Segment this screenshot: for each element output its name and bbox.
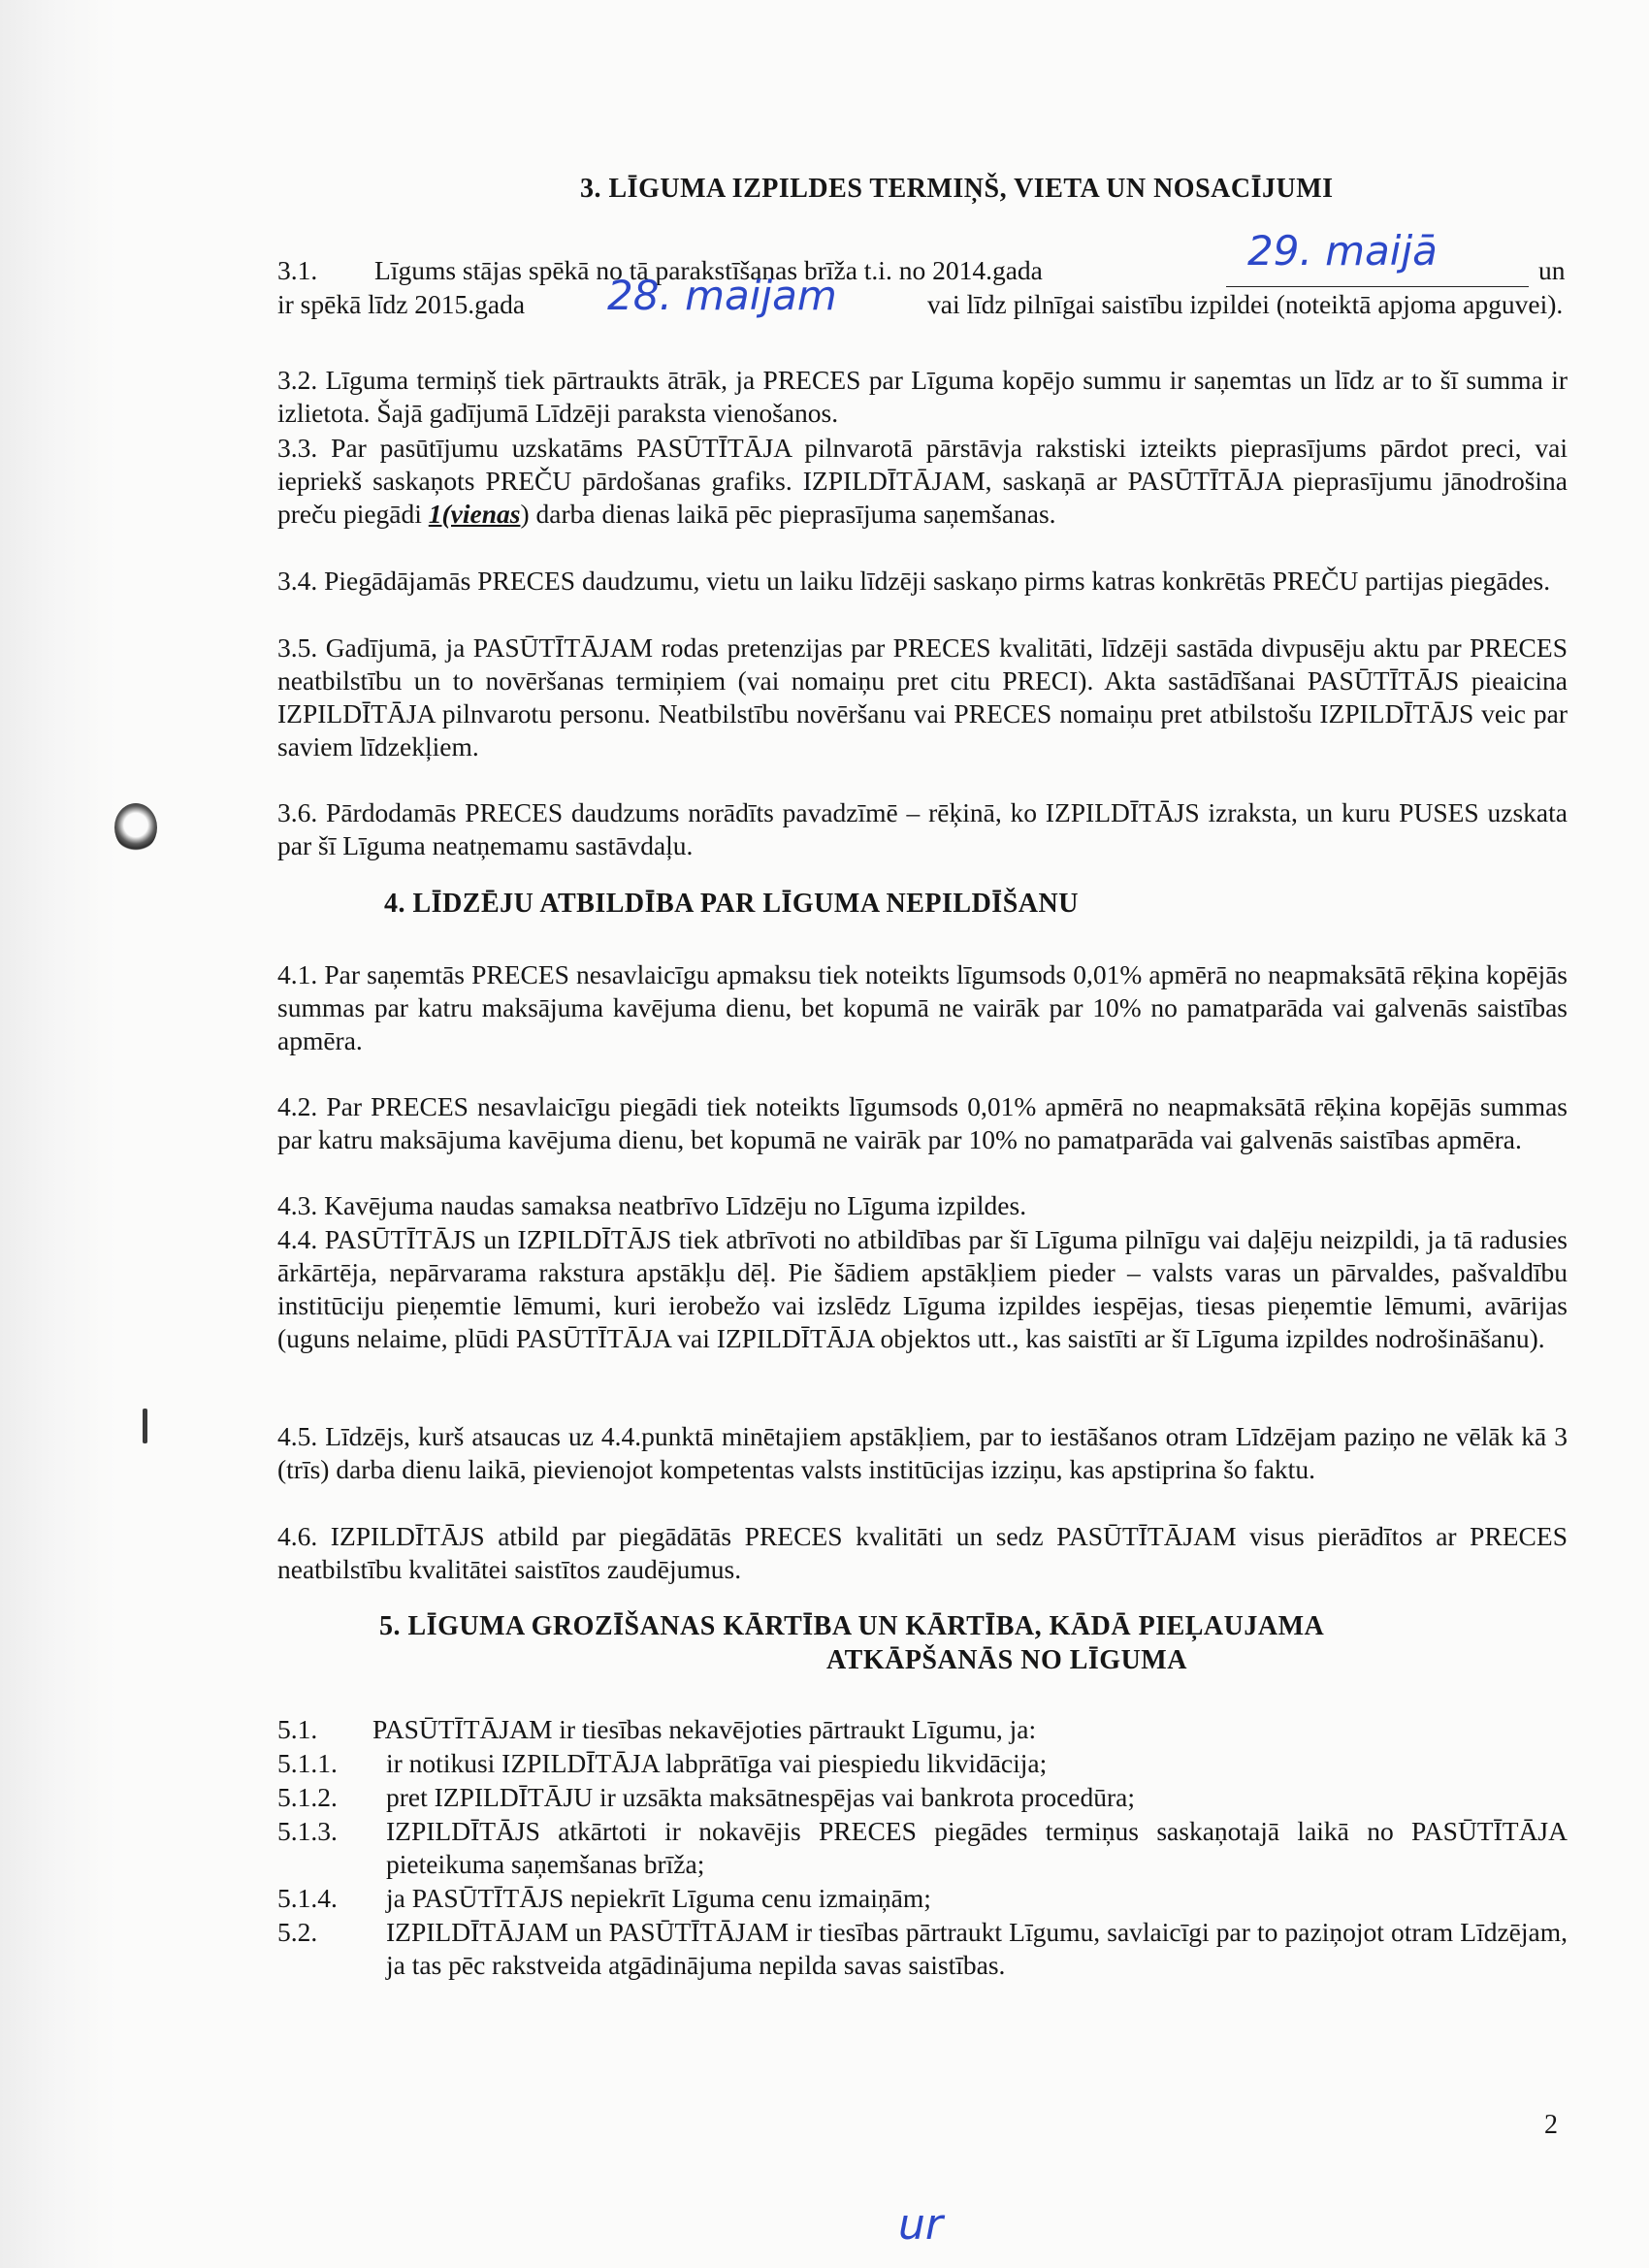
handwritten-start-date: 29. maijā — [1247, 227, 1438, 275]
clause-text: ) darba dienas laikā pēc pieprasījuma saņemšanas. — [520, 499, 1056, 529]
clause-number: 5.1.2. — [277, 1782, 338, 1812]
clause-4-6: 4.6. IZPILDĪTĀJS atbild par piegādātās PRECES kvalitāti un sedz PASŪTĪTĀJAM visus pierādītos ar PRECES neatbilstību kvalitātei saistītos zaudējumus. — [277, 1521, 1568, 1584]
section-4-title: 4. LĪDZĒJU ATBILDĪBA PAR LĪGUMA NEPILDĪŠANU — [384, 889, 1079, 919]
clause-number: 5.2. — [277, 1917, 318, 1947]
section-5-title-line2: ATKĀPŠANĀS NO LĪGUMA — [826, 1645, 1187, 1675]
clause-text: un — [1538, 255, 1566, 285]
clause-3-3 — [277, 432, 1568, 531]
clause-4-5: 4.5. Līdzējs, kurš atsaucas uz 4.4.punktā minētajiem apstākļiem, par to iestāšanos otram Līdzējam paziņo ne vēlāk kā 3 (trīs) darba dienu laikā, pievienojot kompetentas valsts institūcijas izziņu, kas apstiprina šo faktu. — [277, 1421, 1568, 1484]
clause-3-5: 3.5. Gadījumā, ja PASŪTĪTĀJAM rodas pretenzijas par PRECES kvalitāti, līdzēji sastāda divpusēju aktu par PRECES neatbilstību un to novēršanas termiņiem (vai nomaiņu pret citu PRECI). Akta sastādīšanai PASŪTĪTĀJS pieaicina IZPILDĪTĀJA pilnvarotu personu. Neatbilstību novēršanu vai PRECES nomaiņu pret atbilstošu IZPILDĪTĀJS veic par saviem līdzekļiem. — [277, 632, 1568, 761]
section-5-title-line1: 5. LĪGUMA GROZĪŠANAS KĀRTĪBA UN KĀRTĪBA, KĀDĀ PIEĻAUJAMA — [379, 1611, 1325, 1641]
clause-text: IZPILDĪTĀJS atkārtoti ir nokavējis PRECES piegādes termiņus saskaņotajā laikā no PASŪTĪTĀJA pieteikuma saņemšanas brīža; — [386, 1816, 1568, 1879]
clause-number: 5.1.4. — [277, 1883, 338, 1913]
clause-text: 3.3. Par pasūtījumu uzskatāms PASŪTĪTĀJA pilnvarotā pārstāvja rakstiski izteikts pieprasījums pārdot preci, vai iepriekš saskaņots PREČU pārdošanas grafiks. IZPILDĪTĀJAM, saskaņā ar PASŪTĪTĀJA pieprasījumu jānodrošina preču piegādi — [277, 433, 1568, 529]
handwritten-end-date: 28. maijam — [607, 272, 837, 319]
clause-3-1-end: vai līdz pilnīgai saistību izpildei (noteiktā apjoma apguvei). — [927, 289, 1564, 319]
clause-text: pret IZPILDĪTĀJU ir uzsākta maksātnespējas vai bankrota procedūra; — [386, 1782, 1136, 1812]
clause-text: ja PASŪTĪTĀJS nepiekrīt Līguma cenu izmaiņām; — [386, 1883, 931, 1913]
section-3-title: 3. LĪGUMA IZPILDES TERMIŅŠ, VIETA UN NOSACĪJUMI — [580, 174, 1334, 204]
clause-3-4: 3.4. Piegādājamās PRECES daudzumu, vietu un laiku līdzēji saskaņo pirms katras konkrētās PREČU partijas piegādes. — [277, 566, 1551, 596]
clause-4-2: 4.2. Par PRECES nesavlaicīgu piegādi tiek noteikts līgumsods 0,01% apmērā no neapmaksātā rēķina kopējās summas par katru maksājuma kavējuma dienu, bet kopumā ne vairāk par 10% no pamatparāda vai galvenās saistības apmēra. — [277, 1091, 1568, 1154]
clause-text: ir notikusi IZPILDĪTĀJA labprātīga vai piespiedu likvidācija; — [386, 1748, 1048, 1778]
clause-3-6: 3.6. Pārdodamās PRECES daudzums norādīts pavadzīmē – rēķinā, ko IZPILDĪTĀJS izraksta, un kuru PUSES uzskata par šī Līguma neatņemamu sastāvdaļu. — [277, 797, 1568, 860]
binder-mark — [143, 1409, 147, 1443]
handwritten-initials: ur — [898, 2200, 943, 2250]
fill-line — [1226, 286, 1529, 287]
clause-4-3: 4.3. Kavējuma naudas samaksa neatbrīvo Līdzēju no Līguma izpildes. — [277, 1190, 1027, 1220]
page-number: 2 — [1544, 2110, 1558, 2140]
clause-number: 5.1.1. — [277, 1748, 338, 1778]
clause-text: ir spēkā līdz 2015.gada — [277, 289, 526, 319]
clause-4-4: 4.4. PASŪTĪTĀJS un IZPILDĪTĀJS tiek atbrīvoti no atbildības par šī Līguma pilnīgu vai daļēju neizpildi, ja tā radusies ārkārtēja, nepārvarama rakstura apstākļu dēļ. Pie šādiem apstākļiem pieder – valsts varas un pārvaldes, pašvaldību institūciju pieņemtie lēmumi, kuri ierobežo vai izslēdz Līguma izpildes iespējas, tiesas pieņemtie lēmumi, avārijas (uguns nelaime, plūdi PASŪTĪTĀJA vai IZPILDĪTĀJA objektos utt., kas saistīti ar šī Līguma izpildes nodrošināšanu). — [277, 1224, 1568, 1353]
clause-text: IZPILDĪTĀJAM un PASŪTĪTĀJAM ir tiesības pārtraukt Līgumu, savlaicīgi par to paziņojot otram Līdzējam, ja tas pēc rakstveida atgādinājuma nepilda savas saistības. — [386, 1917, 1568, 1980]
punch-hole — [114, 803, 157, 852]
clause-text: PASŪTĪTĀJAM ir tiesības nekavējoties pārtraukt Līgumu, ja: — [372, 1714, 1037, 1744]
clause-number: 5.1.3. — [277, 1816, 338, 1846]
clause-number: 3.1. — [277, 255, 318, 285]
clause-number: 5.1. — [277, 1714, 318, 1744]
clause-text: Līgums stājas spēkā no tā parakstīšanas brīža t.i. no 2014.gada — [374, 255, 1043, 285]
clause-4-1: 4.1. Par saņemtās PRECES nesavlaicīgu apmaksu tiek noteikts līgumsods 0,01% apmērā no neapmaksātā rēķina kopējās summas par katru maksājuma kavējuma dienu, bet kopumā ne vairāk par 10% no pamatparāda vai galvenās saistības apmēra. — [277, 959, 1568, 1055]
page-edge-shadow — [0, 0, 116, 2268]
clause-3-2: 3.2. Līguma termiņš tiek pārtraukts ātrāk, ja PRECES par Līguma kopējo summu ir saņemtas un līdz ar to šī summa ir izlietota. Šajā gadījumā Līdzēji paraksta vienošanos. — [277, 365, 1568, 428]
emphasized-term: 1(vienas — [428, 499, 521, 529]
